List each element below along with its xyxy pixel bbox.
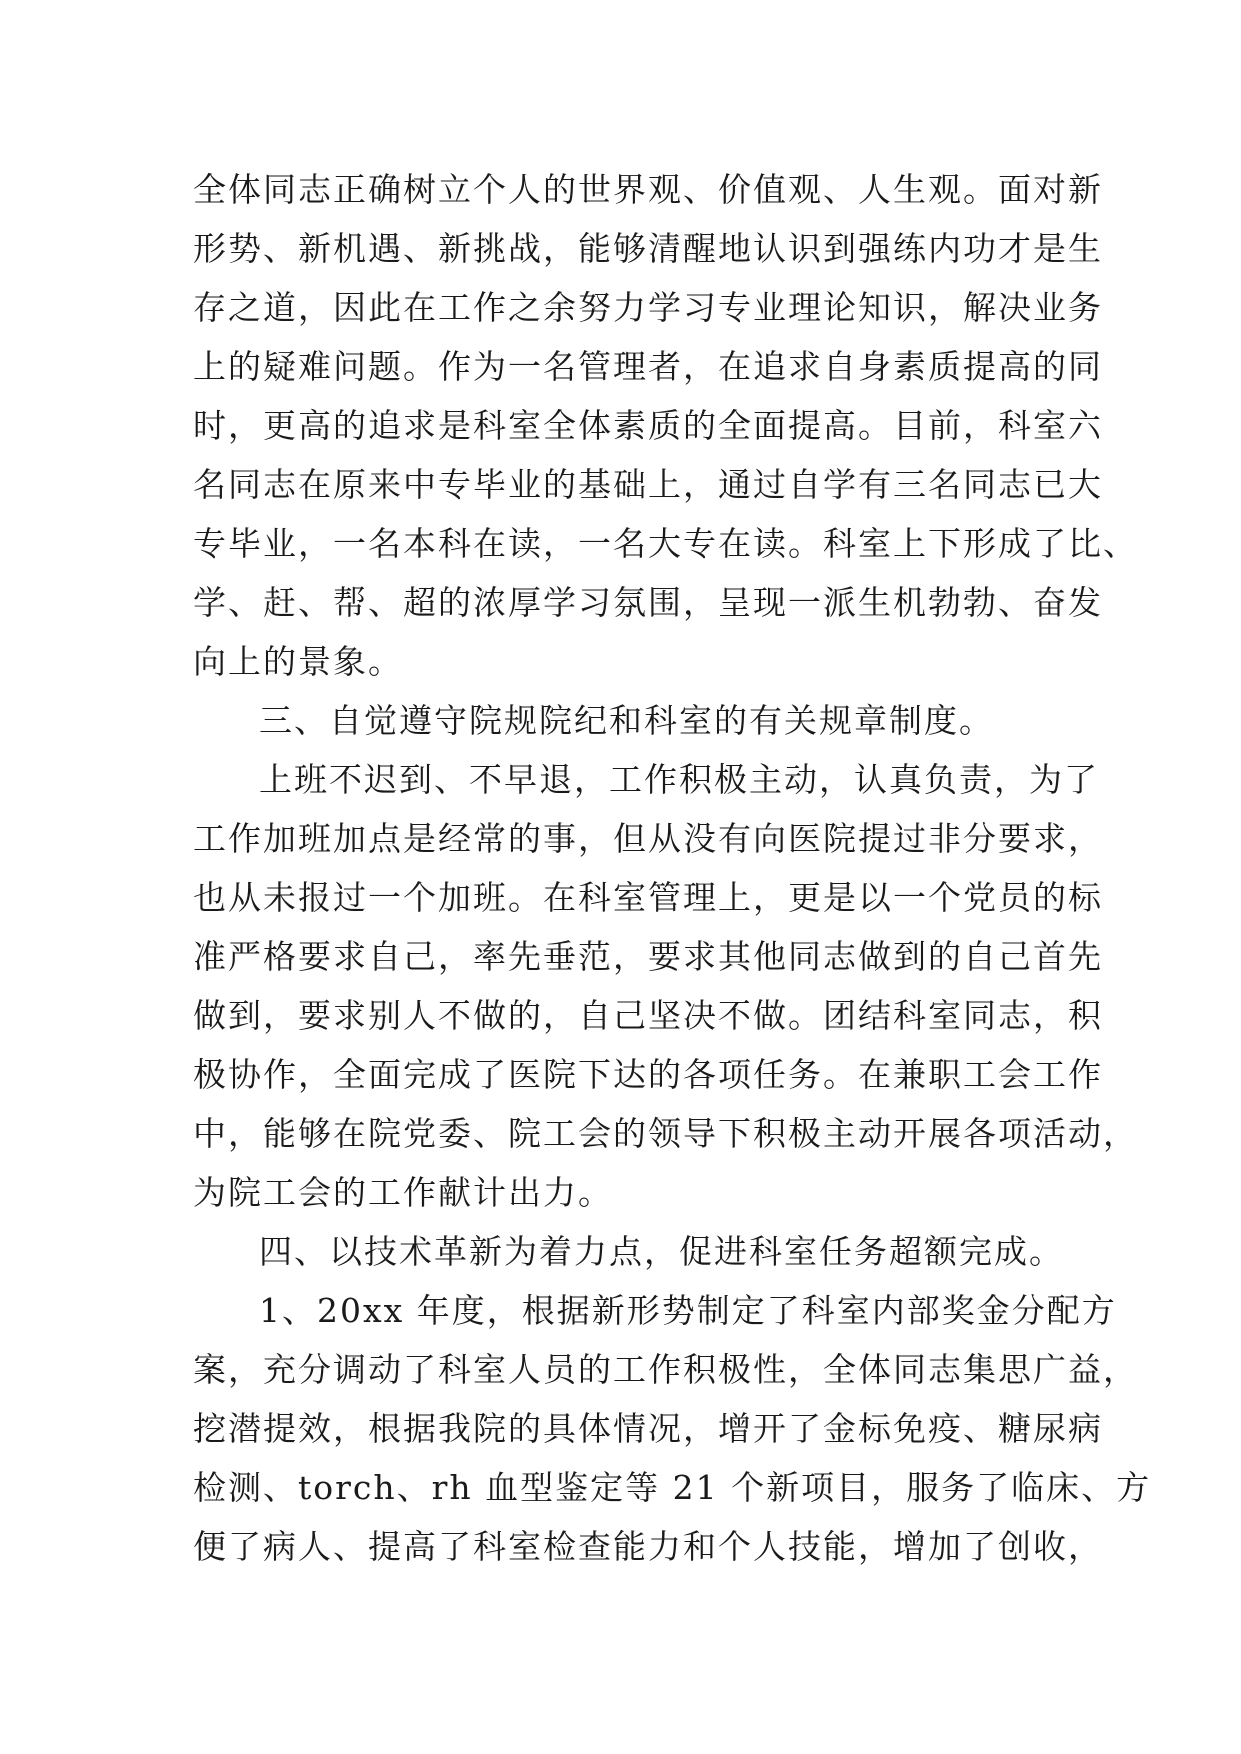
text-line: 检测、torch、rh 血型鉴定等 21 个新项目，服务了临床、方 — [193, 1468, 1152, 1507]
text-line: 也从未报过一个加班。在科室管理上，更是以一个党员的标 — [193, 878, 1103, 917]
text-line: 便了病人、提高了科室检查能力和个人技能，增加了创收， — [193, 1527, 1103, 1566]
text-line: 全体同志正确树立个人的世界观、价值观、人生观。面对新 — [193, 170, 1103, 209]
section-heading: 四、以技术革新为着力点，促进科室任务超额完成。 — [259, 1232, 1064, 1271]
text-line: 形势、新机遇、新挑战，能够清醒地认识到强练内功才是生 — [193, 229, 1103, 268]
document-body — [193, 160, 1152, 1576]
text-line: 挖潜提效，根据我院的具体情况，增开了金标免疫、糖尿病 — [193, 1409, 1103, 1448]
text-line: 名同志在原来中专毕业的基础上，通过自学有三名同志已大 — [193, 465, 1103, 504]
text-line: 时，更高的追求是科室全体素质的全面提高。目前，科室六 — [193, 406, 1103, 445]
text-line: 上班不迟到、不早退，工作积极主动，认真负责，为了 — [259, 760, 1099, 799]
text-line: 1、20xx 年度，根据新形势制定了科室内部奖金分配方 — [259, 1291, 1117, 1330]
section-heading: 三、自觉遵守院规院纪和科室的有关规章制度。 — [259, 701, 994, 740]
text-line: 专毕业，一名本科在读，一名大专在读。科室上下形成了比、 — [193, 524, 1138, 563]
text-line: 存之道，因此在工作之余努力学习专业理论知识，解决业务 — [193, 288, 1103, 327]
text-line: 为院工会的工作献计出力。 — [193, 1173, 613, 1212]
text-line: 准严格要求自己，率先垂范，要求其他同志做到的自己首先 — [193, 937, 1103, 976]
text-line: 案，充分调动了科室人员的工作积极性，全体同志集思广益， — [193, 1350, 1138, 1389]
text-line: 上的疑难问题。作为一名管理者，在追求自身素质提高的同 — [193, 347, 1103, 386]
text-line: 学、赶、帮、超的浓厚学习氛围，呈现一派生机勃勃、奋发 — [193, 583, 1103, 622]
text-line: 中，能够在院党委、院工会的领导下积极主动开展各项活动， — [193, 1114, 1138, 1153]
text-line: 工作加班加点是经常的事，但从没有向医院提过非分要求， — [193, 819, 1103, 858]
text-line: 做到，要求别人不做的，自己坚决不做。团结科室同志，积 — [193, 996, 1103, 1035]
text-line: 向上的景象。 — [193, 642, 403, 681]
text-line: 极协作，全面完成了医院下达的各项任务。在兼职工会工作 — [193, 1055, 1103, 1094]
